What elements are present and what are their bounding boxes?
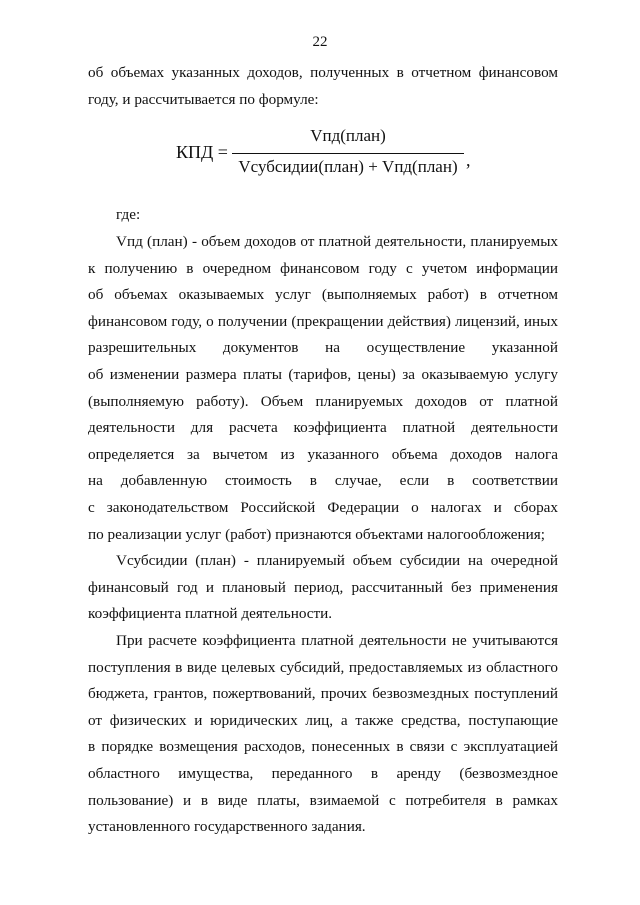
formula-lhs: КПД = [176,142,228,162]
text-line: Vсубсидии (план) - планируемый объем субсидии на очередной [116,552,558,569]
text-line: пользование) и в виде платы, взимаемой с потребителя в рамках [88,791,558,809]
text-line: в порядке возмещения расходов, понесенных в связи с эксплуатацией [88,738,558,756]
text-line: об объемах оказываемых услуг (выполняемых работ) в отчетном [88,286,558,304]
intro-paragraph [88,60,558,113]
page-number: 22 [312,34,328,50]
text-line: финансовом году, о получении (прекращении действия) лицензий, иных [88,312,558,330]
text-line: определяется за вычетом из указанного объема доходов налога [88,445,558,463]
where-label-block [88,202,558,229]
text-line: на добавленную стоимость в случае, если в соответствии [88,472,558,490]
text-line: по реализации услуг (работ) признаются объектами налогообложения; [88,525,545,543]
text-line: Vпд (план) - объем доходов от платной деятельности, планируемых [116,233,558,250]
text-line: к получению в очередном финансовом году с учетом информации [88,259,558,277]
text-line: бюджета, грантов, пожертвований, прочих безвозмездных поступлений [88,685,558,703]
text-line: деятельности для расчета коэффициента платной деятельности [88,419,558,437]
paragraph-vsubsidy [88,548,558,628]
text-line: об объемах указанных доходов, полученных в отчетном финансовом [88,64,558,81]
text-line: установленного государственного задания. [88,818,366,836]
text-line: году, и рассчитывается по формуле: [88,90,319,108]
text-line: об изменении размера платы (тарифов, цены) за оказываемую услугу [88,365,558,383]
text-line: коэффициента платной деятельности. [88,605,333,623]
where-label: где: [116,206,141,223]
text-line: (выполняемую работу). Объем планируемых доходов от платной [88,392,558,410]
formula-comma: , [466,150,471,170]
paragraph-exclusions [88,628,558,841]
text-line: финансовый год и плановый период, рассчитанный без применения [88,578,558,596]
text-line: При расчете коэффициента платной деятельности не учитываются [116,632,558,649]
text-line: разрешительных документов на осуществление указанной [88,339,558,357]
text-line: областного имущества, переданного в аренду (безвозмездное [88,764,558,782]
kpd-formula [0,126,640,186]
fraction-bar [232,153,464,154]
paragraph-vpd [88,229,558,548]
text-line: с законодательством Российской Федерации о налогах и сборах [88,498,558,516]
text-line: поступления в виде целевых субсидий, предоставляемых из областного [88,658,558,676]
text-line: от физических и юридических лиц, а также средства, поступающие [88,711,558,729]
formula-numerator: Vпд(план) [310,126,386,145]
formula-denominator: Vсубсидии(план) + Vпд(план) [238,157,458,176]
